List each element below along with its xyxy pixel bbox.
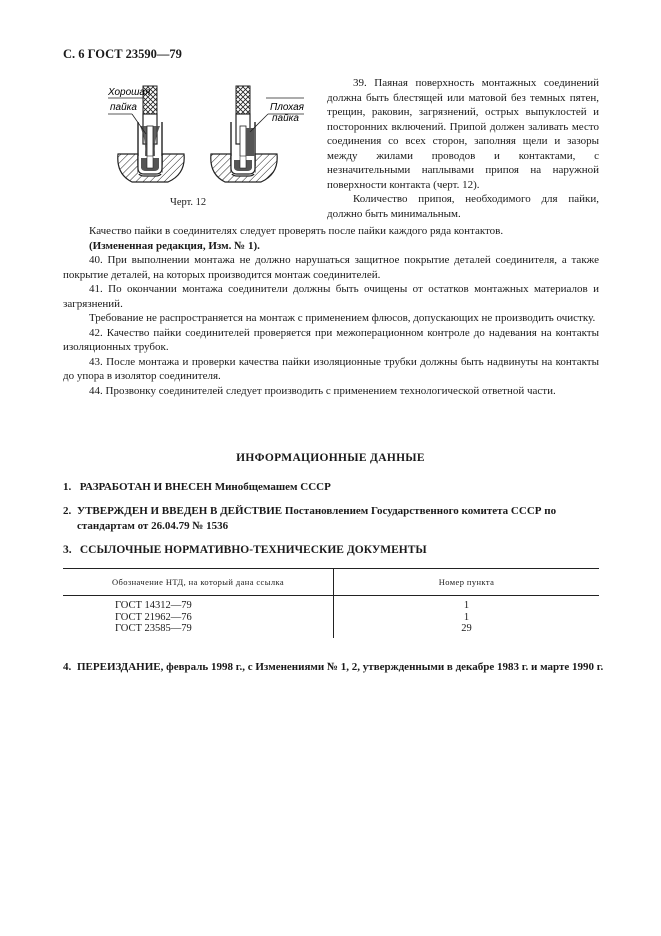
table-row: [63, 612, 599, 624]
info-section-title: ИНФОРМАЦИОННЫЕ ДАННЫЕ: [236, 452, 425, 464]
bad-joint-drawing: [211, 86, 304, 182]
bad-label-line2: пайка: [272, 113, 299, 124]
right-column-text: [327, 76, 599, 221]
info-item-2: [63, 504, 613, 533]
paragraph-40: 40. При выполнении монтажа не должно нарушаться защитное покрытие деталей соединителя, а также покрытие деталей, на которых производится монтаж соединителей.: [63, 254, 599, 281]
revision-note: (Измененная редакция, Изм. № 1).: [89, 239, 260, 252]
table-header-point: Номер пункта: [334, 569, 600, 596]
info-item-4-text: ПЕРЕИЗДАНИЕ, февраль 1998 г., с Изменениями № 1, 2, утвержденными в декабре 1983 г. и марте 1990 г.: [77, 661, 604, 673]
info-item-3-number: 3.: [63, 544, 72, 556]
paragraph-44: 44. Прозвонку соединителей следует производить с применением технологической ответной части.: [89, 384, 556, 397]
paragraph-39-solder-amount: Количество припоя, необходимого для пайки, должно быть минимальным.: [327, 193, 599, 220]
info-item-2-text: УТВЕРЖДЕН И ВВЕДЕН В ДЕЙСТВИЕ Постановлением Государственного комитета СССР по стандартам от 26.04.79 № 1536: [77, 505, 557, 532]
table-cell-document: ГОСТ 14312—79: [63, 596, 334, 612]
paragraph-quality-check: Качество пайки в соединителях следует проверять после пайки каждого ряда контактов.: [89, 225, 504, 237]
paragraph-43: 43. После монтажа и проверки качества пайки изоляционные трубки должны быть надвинуты на контакты до упора в изолятор соединителя.: [63, 355, 599, 382]
paragraph-42: 42. Качество пайки соединителей проверяется при межоперационном контроле до надевания на контакты изоляционных трубок.: [63, 326, 599, 353]
reference-documents-table: [63, 568, 599, 638]
bad-label-line1: Плохая: [270, 102, 305, 113]
figure-caption: Черт. 12: [170, 197, 207, 208]
table-row: [63, 596, 599, 612]
solder-joint-figure: [108, 82, 328, 212]
info-item-4-number: 4.: [63, 661, 72, 673]
body-text: [63, 224, 599, 398]
info-item-3-text: ССЫЛОЧНЫЕ НОРМАТИВНО-ТЕХНИЧЕСКИЕ ДОКУМЕНТЫ: [79, 544, 427, 556]
good-label-line1: Хорошая: [108, 87, 151, 98]
paragraph-41-note: Требование не распространяется на монтаж с применением флюсов, допускающих не производить очистку.: [89, 312, 596, 324]
info-item-3: [63, 543, 599, 558]
info-item-1: [63, 480, 599, 495]
info-item-4: [63, 660, 613, 675]
info-item-2-number: 2.: [63, 505, 72, 517]
table-cell-point: 1: [463, 600, 470, 611]
table-cell-document: ГОСТ 23585—79: [63, 623, 334, 638]
paragraph-39: 39. Паяная поверхность монтажных соединений должна быть блестящей или матовой без темных пятен, трещин, раковин, загрязнений, острых выпуклостей и посторонних включений. Припой должен заливать место соединения со всех сторон, заполняя щели и зазоры между жилами проводов и контактами, с незначительными наплывами припоя на наружной поверхности контакта (черт. 12).: [327, 77, 599, 191]
table-header-row: [63, 569, 599, 596]
table-cell-point: 1: [463, 611, 470, 623]
paragraph-41: 41. По окончании монтажа соединители должны быть очищены от остатков монтажных материалов и загрязнений.: [63, 283, 599, 310]
good-joint-drawing: [108, 86, 184, 182]
table-header-document: Обозначение НТД, на который дана ссылка: [63, 569, 334, 596]
page-header: С. 6 ГОСТ 23590—79: [63, 47, 182, 61]
table-row: [63, 623, 599, 638]
info-item-1-number: 1.: [63, 481, 72, 493]
table-cell-document: ГОСТ 21962—76: [63, 612, 334, 624]
table-cell-point: 29: [461, 623, 472, 634]
info-item-1-text: РАЗРАБОТАН И ВНЕСЕН Минобщемашем СССР: [79, 481, 331, 493]
good-label-line2: пайка: [110, 102, 137, 113]
